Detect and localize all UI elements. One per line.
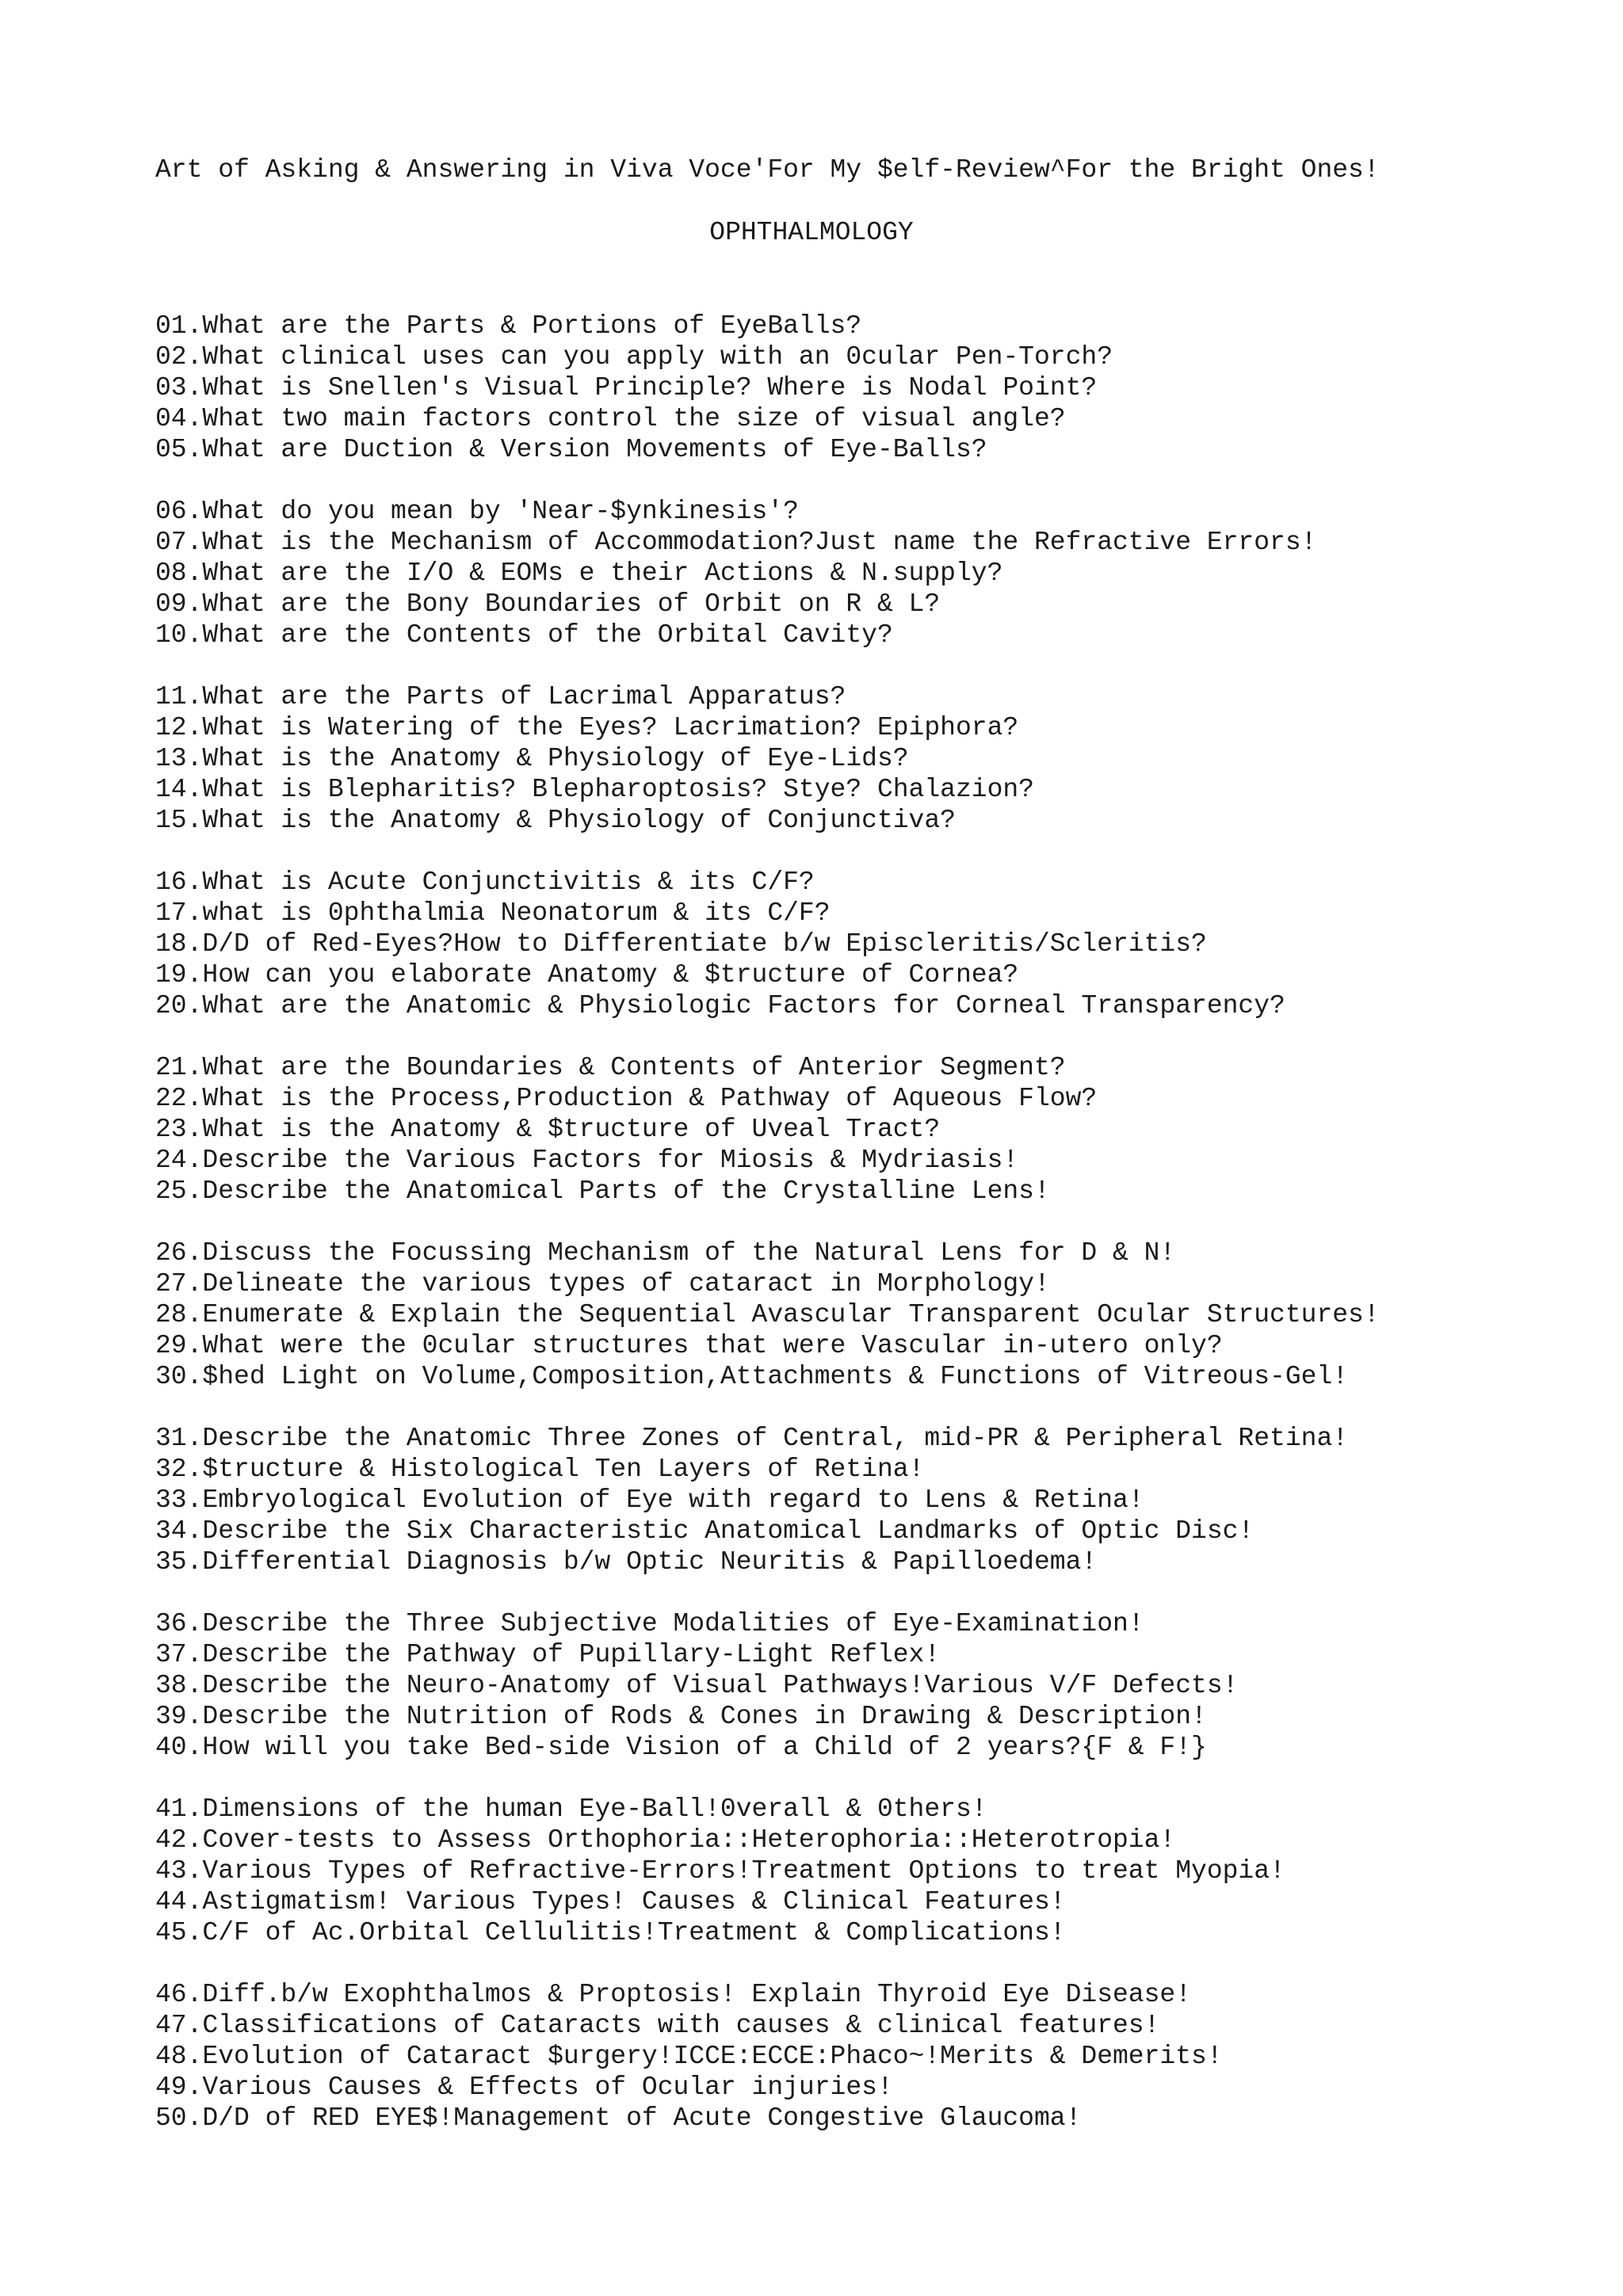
question-item: 08.What are the I/O & EOMs e their Actions & N.supply? [155,559,1003,588]
question-item: 30.$hed Light on Volume,Composition,Attachments & Functions of Vitreous-Gel! [155,1362,1349,1391]
question-group-3 [155,681,1380,836]
document-title: Art of Asking & Answering in Viva Voce'For My $elf-Review^For the Bright Ones! [155,155,1380,185]
question-item: 12.What is Watering of the Eyes? Lacrimation? Epiphora? [155,713,1019,742]
question-item: 03.What is Snellen's Visual Principle? Where is Nodal Point? [155,373,1098,402]
question-item: 04.What two main factors control the size of visual angle? [155,404,1066,433]
question-item: 33.Embryological Evolution of Eye with regard to Lens & Retina! [155,1486,1144,1515]
question-group-2 [155,496,1380,650]
question-item: 43.Various Types of Refractive-Errors!Treatment Options to treat Myopia! [155,1856,1285,1886]
question-item: 14.What is Blepharitis? Blepharoptosis? Stye? Chalazion? [155,775,1034,804]
question-group-10 [155,1979,1380,2134]
question-group-8 [155,1608,1380,1763]
question-item: 47.Classifications of Cataracts with causes & clinical features! [155,2011,1160,2040]
question-item: 41.Dimensions of the human Eye-Ball!0verall & 0thers! [155,1794,987,1824]
question-item: 21.What are the Boundaries & Contents of Anterior Segment? [155,1053,1066,1082]
question-item: 45.C/F of Ac.Orbital Cellulitis!Treatment & Complications! [155,1918,1066,1947]
question-group-4 [155,867,1380,1021]
question-item: 23.What is the Anatomy & $tructure of Uveal Tract? [155,1115,941,1144]
question-item: 18.D/D of Red-Eyes?How to Differentiate b/w Episcleritis/Scleritis? [155,929,1207,959]
question-item: 13.What is the Anatomy & Physiology of Eye-Lids? [155,744,909,773]
question-item: 46.Diff.b/w Exophthalmos & Proptosis! Explain Thyroid Eye Disease! [155,1980,1192,2009]
question-item: 06.What do you mean by 'Near-$ynkinesis'? [155,497,799,526]
question-group-5 [155,1052,1380,1207]
question-item: 20.What are the Anatomic & Physiologic Factors for Corneal Transparency? [155,991,1285,1020]
question-item: 37.Describe the Pathway of Pupillary-Light Reflex! [155,1640,941,1669]
question-item: 19.How can you elaborate Anatomy & $tructure of Cornea? [155,960,1019,990]
question-item: 15.What is the Anatomy & Physiology of Conjunctiva? [155,806,956,835]
question-item: 38.Describe the Neuro-Anatomy of Visual Pathways!Various V/F Defects! [155,1671,1239,1700]
question-item: 42.Cover-tests to Assess Orthophoria::Heterophoria::Heterotropia! [155,1825,1176,1855]
question-group-9 [155,1794,1380,1948]
question-item: 09.What are the Bony Boundaries of Orbit on R & L? [155,589,941,619]
question-item: 16.What is Acute Conjunctivitis & its C/F? [155,868,815,897]
question-item: 49.Various Causes & Effects of Ocular injuries! [155,2073,893,2102]
question-item: 27.Delineate the various types of cataract in Morphology! [155,1269,1050,1299]
question-item: 10.What are the Contents of the Orbital Cavity? [155,620,893,650]
question-item: 11.What are the Parts of Lacrimal Apparatus? [155,682,846,711]
question-item: 07.What is the Mechanism of Accommodation?Just name the Refractive Errors! [155,528,1317,557]
question-item: 05.What are Duction & Version Movements of Eye-Balls? [155,435,987,464]
question-group-6 [155,1238,1380,1392]
question-group-1 [155,311,1380,465]
question-item: 01.What are the Parts & Portions of EyeBalls? [155,311,862,341]
question-group-7 [155,1423,1380,1577]
question-item: 31.Describe the Anatomic Three Zones of Central, mid-PR & Peripheral Retina! [155,1424,1349,1453]
question-item: 17.what is 0phthalmia Neonatorum & its C/F? [155,898,831,928]
question-list [155,311,1380,2164]
question-item: 48.Evolution of Cataract $urgery!ICCE:ECCE:Phaco~!Merits & Demerits! [155,2042,1223,2071]
question-item: 28.Enumerate & Explain the Sequential Avascular Transparent Ocular Structures! [155,1300,1380,1329]
question-item: 02.What clinical uses can you apply with an 0cular Pen-Torch? [155,342,1113,372]
question-item: 34.Describe the Six Characteristic Anatomical Landmarks of Optic Disc! [155,1516,1254,1546]
question-item: 36.Describe the Three Subjective Modalities of Eye-Examination! [155,1609,1144,1638]
question-item: 35.Differential Diagnosis b/w Optic Neuritis & Papilloedema! [155,1547,1098,1577]
question-item: 50.D/D of RED EYE$!Management of Acute Congestive Glaucoma! [155,2103,1082,2133]
question-item: 25.Describe the Anatomical Parts of the Crystalline Lens! [155,1177,1050,1206]
question-item: 40.How will you take Bed-side Vision of a Child of 2 years?{F & F!} [155,1733,1207,1762]
document-subject: OPHTHALMOLOGY [709,218,914,247]
question-item: 24.Describe the Various Factors for Miosis & Mydriasis! [155,1146,1019,1175]
question-item: 44.Astigmatism! Various Types! Causes & Clinical Features! [155,1887,1066,1917]
question-item: 26.Discuss the Focussing Mechanism of the Natural Lens for D & N! [155,1238,1176,1268]
question-item: 32.$tructure & Histological Ten Layers of Retina! [155,1455,925,1484]
question-item: 29.What were the 0cular structures that were Vascular in-utero only? [155,1331,1223,1360]
question-item: 22.What is the Process,Production & Pathway of Aqueous Flow? [155,1084,1098,1113]
question-item: 39.Describe the Nutrition of Rods & Cones in Drawing & Description! [155,1702,1207,1731]
